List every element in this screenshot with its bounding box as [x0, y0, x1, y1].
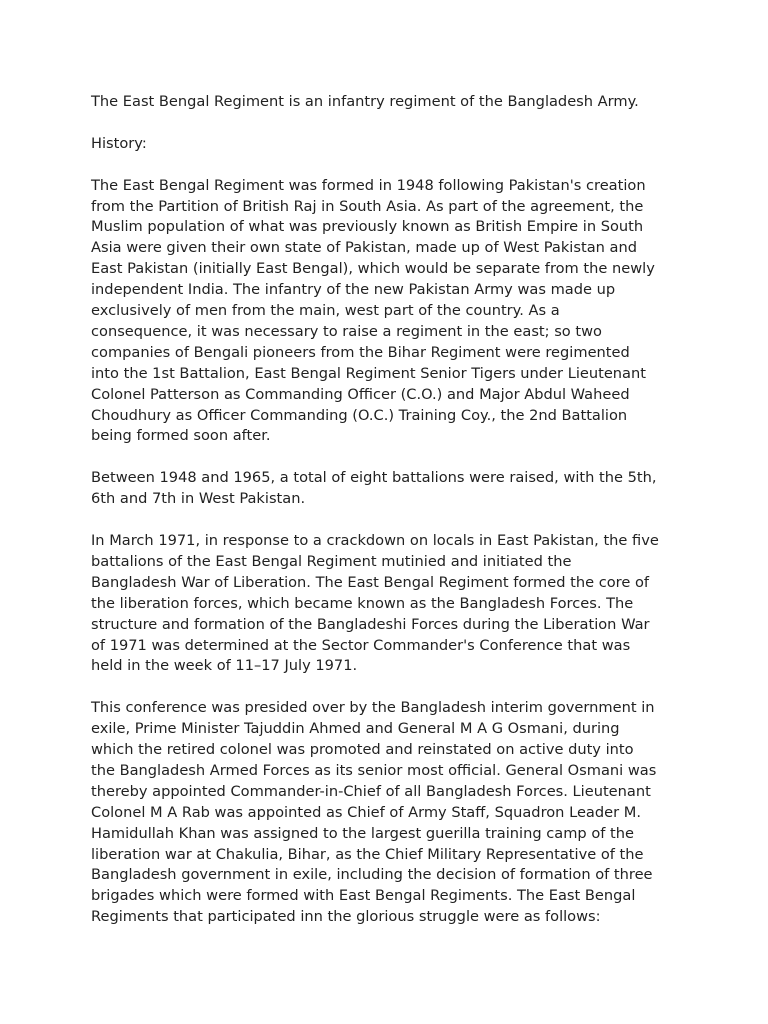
- document-body: [91, 92, 683, 949]
- text-line: Bangladesh War of Liberation. The East Bengal Regiment formed the core of: [91, 573, 650, 591]
- text-line: Between 1948 and 1965, a total of eight battalions were raised, with the 5th,: [91, 469, 657, 487]
- text-line: exclusively of men from the main, west part of the country. As a: [91, 302, 560, 320]
- text-line: Colonel M A Rab was appointed as Chief of Army Staff, Squadron Leader M.: [91, 803, 641, 821]
- text-line: Colonel Patterson as Commanding Officer (C.O.) and Major Abdul Waheed: [91, 385, 630, 403]
- text-line: of 1971 was determined at the Sector Commander's Conference that was: [91, 636, 631, 654]
- text-line: The East Bengal Regiment was formed in 1948 following Pakistan's creation: [91, 176, 646, 194]
- text-line: liberation war at Chakulia, Bihar, as the Chief Military Representative of the: [91, 845, 644, 863]
- text-line: thereby appointed Commander-in-Chief of all Bangladesh Forces. Lieutenant: [91, 782, 651, 800]
- text-line: East Pakistan (initially East Bengal), which would be separate from the newly: [91, 260, 655, 278]
- text-line: companies of Bengali pioneers from the Bihar Regiment were regimented: [91, 343, 630, 361]
- text-line: Asia were given their own state of Pakistan, made up of West Pakistan and: [91, 239, 637, 257]
- battalions-paragraph: [91, 468, 683, 510]
- text-line: Choudhury as Officer Commanding (O.C.) Training Coy., the 2nd Battalion: [91, 406, 628, 424]
- text-line: independent India. The infantry of the new Pakistan Army was made up: [91, 281, 616, 299]
- intro-paragraph: [91, 92, 683, 113]
- text-line: In March 1971, in response to a crackdown on locals in East Pakistan, the five: [91, 531, 659, 549]
- text-line: being formed soon after.: [91, 427, 271, 445]
- section-heading-history: [91, 134, 683, 155]
- text-line: This conference was presided over by the Bangladesh interim government in: [91, 699, 655, 717]
- text-line: which the retired colonel was promoted and reinstated on active duty into: [91, 741, 634, 759]
- formation-paragraph: [91, 176, 683, 448]
- text-line: Bangladesh government in exile, including the decision of formation of three: [91, 866, 653, 884]
- text-line: brigades which were formed with East Bengal Regiments. The East Bengal: [91, 887, 636, 905]
- text-line: the Bangladesh Armed Forces as its senior most official. General Osmani was: [91, 761, 657, 779]
- text-line: Regiments that participated inn the glorious struggle were as follows:: [91, 908, 601, 926]
- text-line: Muslim population of what was previously known as British Empire in South: [91, 218, 644, 236]
- text-line: The East Bengal Regiment is an infantry regiment of the Bangladesh Army.: [91, 93, 639, 110]
- text-line: exile, Prime Minister Tajuddin Ahmed and General M A G Osmani, during: [91, 720, 620, 738]
- liberation-paragraph: [91, 531, 683, 677]
- text-line: Hamidullah Khan was assigned to the largest guerilla training camp of the: [91, 824, 634, 842]
- text-line: the liberation forces, which became known as the Bangladesh Forces. The: [91, 594, 634, 612]
- text-line: battalions of the East Bengal Regiment mutinied and initiated the: [91, 552, 572, 570]
- conference-paragraph: [91, 698, 683, 928]
- text-line: History:: [91, 134, 147, 152]
- text-line: held in the week of 11–17 July 1971.: [91, 657, 358, 675]
- text-line: structure and formation of the Bangladeshi Forces during the Liberation War: [91, 615, 650, 633]
- text-line: into the 1st Battalion, East Bengal Regiment Senior Tigers under Lieutenant: [91, 364, 646, 382]
- text-line: 6th and 7th in West Pakistan.: [91, 490, 306, 508]
- text-line: from the Partition of British Raj in South Asia. As part of the agreement, the: [91, 197, 644, 215]
- text-line: consequence, it was necessary to raise a regiment in the east; so two: [91, 322, 602, 340]
